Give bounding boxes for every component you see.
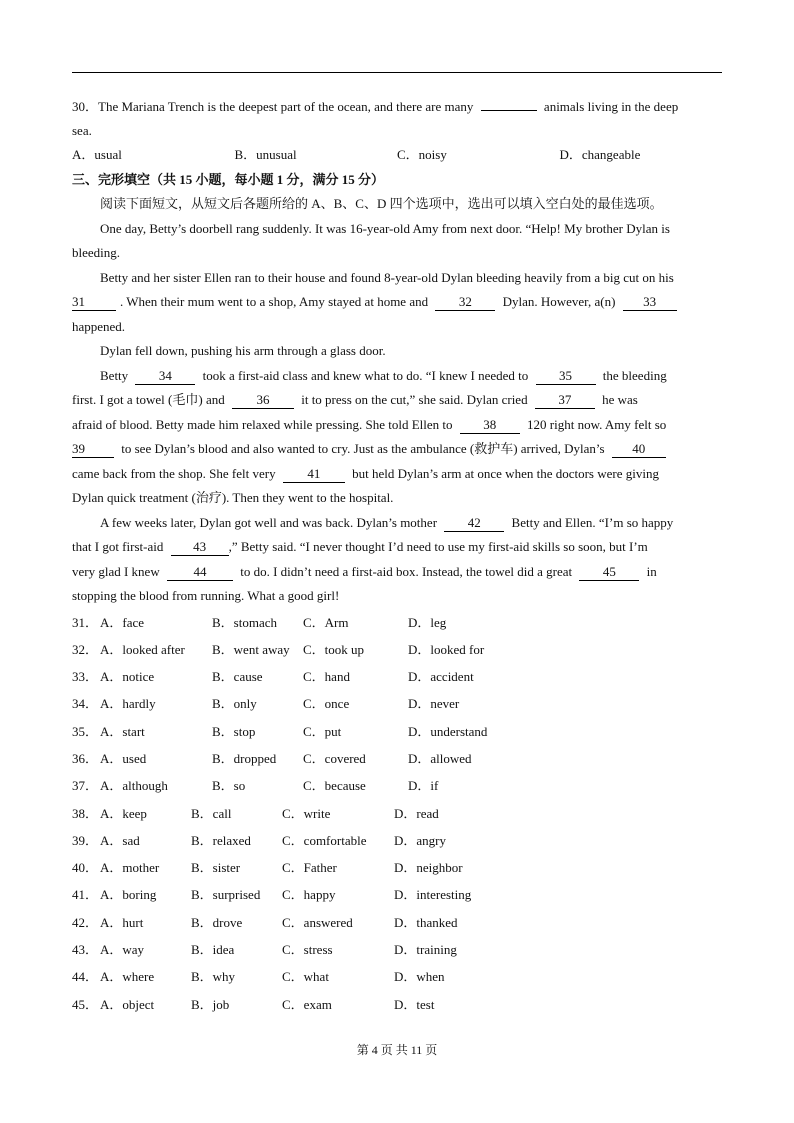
choice-option-d[interactable]: D．neighbor — [394, 860, 463, 876]
choice-number: 44． — [72, 969, 99, 985]
choice-option-a[interactable]: A．although — [100, 778, 168, 794]
choice-option-d[interactable]: D．understand — [408, 723, 488, 739]
choice-option-a[interactable]: A．mother — [100, 860, 160, 876]
q30-answer-blank[interactable] — [481, 94, 537, 111]
blank-36[interactable]: 36 — [232, 392, 294, 409]
choice-number: 32． — [72, 641, 99, 657]
choice-row — [72, 827, 722, 854]
choice-option-a[interactable]: A．keep — [100, 805, 147, 821]
passage-line: Betty and her sister Ellen ran to their house and found 8-year-old Dylan bleeding heavily from a big cut on his — [100, 269, 674, 285]
choice-number: 35． — [72, 723, 99, 739]
choice-option-c[interactable]: C．took up — [303, 641, 365, 657]
choice-option-d[interactable]: D．never — [408, 696, 460, 712]
blank-41[interactable]: 41 — [283, 466, 345, 483]
passage-line — [72, 290, 722, 315]
passage-text: to do. I didn’t need a first-aid box. Instead, the towel did a great — [240, 563, 573, 579]
choice-option-b[interactable]: B．sister — [191, 860, 241, 876]
passage-text: very glad I knew — [72, 563, 160, 579]
choice-option-a[interactable]: A．way — [100, 942, 145, 958]
choice-option-a[interactable]: A．face — [100, 614, 145, 630]
blank-44[interactable]: 44 — [167, 564, 233, 581]
choice-option-b[interactable]: B．stop — [212, 723, 256, 739]
choice-option-a[interactable]: A．sad — [100, 832, 140, 848]
choice-option-d[interactable]: D．if — [408, 778, 439, 794]
choice-option-d[interactable]: D．angry — [394, 832, 446, 848]
q30-option-c[interactable]: C．noisy — [397, 147, 447, 162]
choice-option-a[interactable]: A．where — [100, 969, 155, 985]
passage-line — [72, 560, 722, 585]
choice-option-c[interactable]: C．comfortable — [282, 832, 367, 848]
choice-option-a[interactable]: A．looked after — [100, 641, 185, 657]
choice-option-a[interactable]: A．notice — [100, 669, 155, 685]
choice-option-d[interactable]: D．interesting — [394, 887, 472, 903]
choice-option-d[interactable]: D．read — [394, 805, 439, 821]
choice-option-c[interactable]: C．put — [303, 723, 342, 739]
passage-line: stopping the blood from running. What a good girl! — [72, 588, 340, 603]
choice-number: 45． — [72, 996, 99, 1012]
passage-text: Betty and Ellen. “I’m so happy — [511, 514, 674, 530]
choice-option-b[interactable]: B．idea — [191, 942, 235, 958]
choice-number: 34． — [72, 696, 99, 712]
choice-option-d[interactable]: D．accident — [408, 669, 474, 685]
blank-32[interactable]: 32 — [435, 294, 495, 311]
passage-text: came back from the shop. She felt very — [72, 465, 276, 481]
choice-option-c[interactable]: C．Father — [282, 860, 337, 876]
choice-option-b[interactable]: B．why — [191, 969, 236, 985]
blank-39[interactable]: 39 — [72, 441, 114, 458]
passage-line: Dylan quick treatment (治疗). Then they went to the hospital. — [72, 490, 394, 505]
passage-line — [72, 413, 722, 438]
choice-row — [72, 854, 722, 881]
choice-row — [72, 772, 722, 799]
choice-row — [72, 991, 722, 1018]
passage-line — [72, 364, 722, 389]
passage-line: bleeding. — [72, 245, 121, 260]
header-rule — [72, 72, 722, 73]
choice-option-c[interactable]: C．exam — [282, 996, 332, 1012]
choice-row — [72, 636, 722, 663]
choice-number: 42． — [72, 914, 99, 930]
exam-page — [72, 94, 722, 1018]
choice-option-b[interactable]: B．cause — [212, 669, 263, 685]
choice-row — [72, 881, 722, 908]
passage-text: ,” Betty said. “I never thought I’d need to use my first-aid skills so soon, but I’m — [228, 539, 648, 554]
choice-option-d[interactable]: D．test — [394, 996, 435, 1012]
blank-34[interactable]: 34 — [135, 368, 195, 385]
choice-row — [72, 663, 722, 690]
choice-option-b[interactable]: B．dropped — [212, 750, 277, 766]
passage-text: took a first-aid class and knew what to do. “I knew I needed to — [202, 367, 529, 383]
passage-text: but held Dylan’s arm at once when the doctors were giving — [352, 465, 659, 481]
q30-stem-cont: sea. — [72, 122, 92, 138]
passage-text: first. I got a towel (毛巾) and — [72, 392, 225, 407]
passage-line: happened. — [72, 318, 126, 334]
choice-number: 40． — [72, 860, 99, 876]
blank-45[interactable]: 45 — [579, 564, 639, 581]
choice-option-d[interactable]: D．looked for — [408, 641, 485, 657]
q30-option-d[interactable]: D．changeable — [559, 147, 641, 162]
passage-text: to see Dylan’s blood and also wanted to cry. Just as the ambulance (救护车) arrived, Dylan’s — [121, 441, 605, 456]
passage-text: Betty — [100, 367, 129, 383]
blank-42[interactable]: 42 — [444, 515, 504, 532]
choice-row — [72, 800, 722, 827]
choice-number: 41． — [72, 887, 99, 903]
passage-text: the bleeding — [602, 367, 667, 383]
choices-list — [72, 609, 722, 1018]
choice-option-b[interactable]: B．stomach — [212, 614, 277, 630]
choice-option-c[interactable]: C．happy — [282, 887, 336, 903]
passage-text: A few weeks later, Dylan got well and was back. Dylan’s mother — [100, 514, 438, 530]
choice-option-c[interactable]: C．Arm — [303, 614, 349, 630]
q30-stem-after: animals living in the deep — [543, 99, 679, 114]
choice-option-a[interactable]: A．object — [100, 996, 155, 1012]
choice-option-c[interactable]: C．hand — [303, 669, 350, 685]
choice-option-b[interactable]: B．call — [191, 805, 232, 821]
section-instruction: 阅读下面短文，从短文后各题所给的 A、B、C、D 四个选项中，选出可以填入空白处的最佳选项。 — [100, 196, 663, 211]
blank-33[interactable]: 33 — [623, 294, 677, 311]
choice-option-d[interactable]: D．when — [394, 969, 445, 985]
choice-number: 31． — [72, 614, 99, 630]
passage-text: . When their mum went to a shop, Amy stayed at home and — [120, 294, 429, 309]
choice-option-c[interactable]: C．what — [282, 969, 329, 985]
choice-row — [72, 909, 722, 936]
choice-option-b[interactable]: B．drove — [191, 914, 243, 930]
choice-option-c[interactable]: C．because — [303, 778, 366, 794]
q30-options — [72, 143, 722, 168]
passage-line — [72, 462, 722, 487]
choice-row — [72, 609, 722, 636]
passage-text: that I got first-aid — [72, 539, 164, 554]
choice-number: 33． — [72, 669, 99, 685]
choice-option-b[interactable]: B．job — [191, 996, 230, 1012]
choice-row — [72, 963, 722, 990]
passage-text: it to press on the cut,” she said. Dylan cried — [301, 392, 528, 407]
passage-text: Dylan. However, a(n) — [502, 294, 616, 309]
choice-option-c[interactable]: C．once — [303, 696, 350, 712]
passage-line — [72, 437, 722, 462]
passage-text: 120 right now. Amy felt so — [527, 416, 667, 432]
choice-option-d[interactable]: D．training — [394, 942, 457, 958]
choice-option-b[interactable]: B．relaxed — [191, 832, 251, 848]
passage-line: Dylan fell down, pushing his arm through a glass door. — [100, 343, 386, 358]
choice-option-c[interactable]: C．covered — [303, 750, 366, 766]
blank-31[interactable]: 31 — [72, 294, 116, 311]
choice-number: 38． — [72, 805, 99, 821]
blank-40[interactable]: 40 — [612, 441, 666, 458]
choice-row — [72, 690, 722, 717]
q30-option-b[interactable]: B．unusual — [234, 147, 297, 162]
blank-43[interactable]: 43 — [171, 539, 229, 556]
question-30 — [72, 94, 722, 119]
choice-option-c[interactable]: C．answered — [282, 914, 353, 930]
choice-number: 36． — [72, 750, 99, 766]
choice-row — [72, 745, 722, 772]
blank-35[interactable]: 35 — [536, 368, 596, 385]
choice-number: 37． — [72, 778, 99, 794]
passage-line — [72, 388, 722, 413]
passage-text: afraid of blood. Betty made him relaxed while pressing. She told Ellen to — [72, 416, 453, 432]
section-title: 三、完形填空（共 15 小题，每小题 1 分，满分 15 分） — [72, 171, 385, 187]
choice-number: 43． — [72, 942, 99, 958]
choice-option-a[interactable]: A．boring — [100, 887, 157, 903]
choice-option-a[interactable]: A．hurt — [100, 914, 144, 930]
choice-row — [72, 936, 722, 963]
passage-text: in — [646, 563, 657, 579]
choice-option-b[interactable]: B．only — [212, 696, 257, 712]
passage-line — [72, 535, 722, 560]
page-footer: 第 4 页 共 11 页 — [356, 1043, 438, 1057]
q30-stem-before: 30．The Mariana Trench is the deepest part of the ocean, and there are many — [72, 99, 474, 114]
choice-row — [72, 718, 722, 745]
blank-38[interactable]: 38 — [460, 417, 520, 434]
choice-option-c[interactable]: C．write — [282, 805, 331, 821]
choice-option-d[interactable]: D．thanked — [394, 914, 458, 930]
choice-number: 39． — [72, 832, 99, 848]
blank-37[interactable]: 37 — [535, 392, 595, 409]
choice-option-b[interactable]: B．went away — [212, 641, 290, 657]
choice-option-a[interactable]: A．hardly — [100, 696, 156, 712]
passage-text: he was — [602, 392, 638, 407]
choice-option-b[interactable]: B．so — [212, 778, 246, 794]
choice-option-a[interactable]: A．used — [100, 750, 147, 766]
passage-line: One day, Betty’s doorbell rang suddenly. It was 16-year-old Amy from next door. “Help! My brother Dylan is — [100, 220, 670, 236]
choice-option-a[interactable]: A．start — [100, 723, 145, 739]
choice-option-b[interactable]: B．surprised — [191, 887, 261, 903]
passage-line — [72, 511, 722, 536]
choice-option-c[interactable]: C．stress — [282, 942, 333, 958]
choice-option-d[interactable]: D．allowed — [408, 750, 472, 766]
choice-option-d[interactable]: D．leg — [408, 614, 447, 630]
q30-option-a[interactable]: A．usual — [72, 147, 122, 162]
